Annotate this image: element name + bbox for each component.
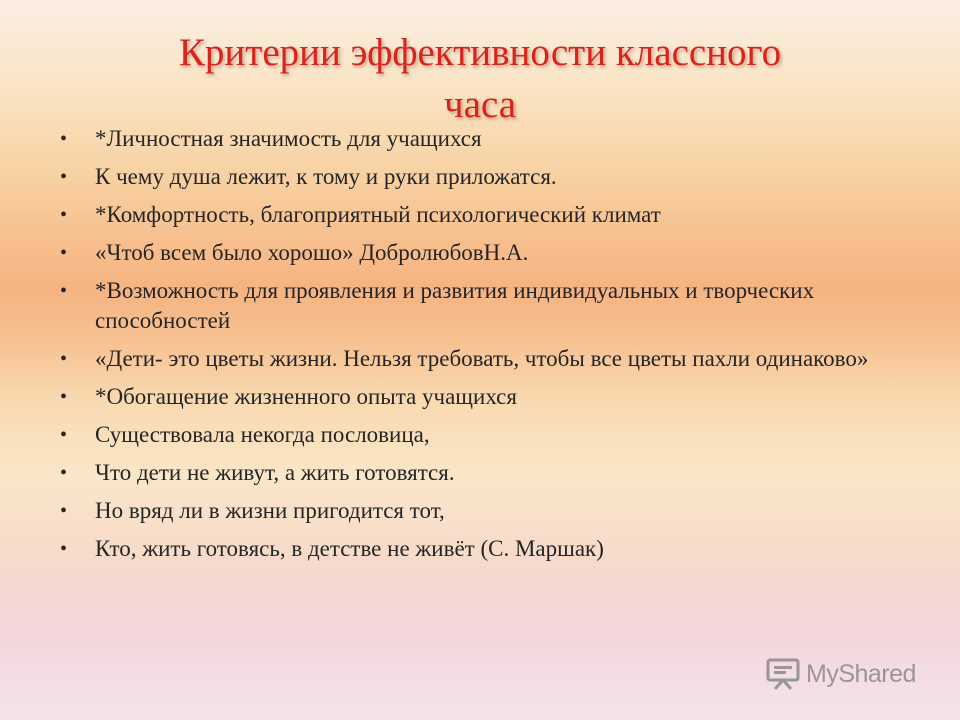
list-item bbox=[60, 458, 910, 488]
bullet-dot: • bbox=[60, 386, 68, 408]
list-item-text: К чему душа лежит, к тому и руки приложатся. bbox=[95, 164, 557, 189]
bullet-dot: • bbox=[60, 128, 68, 150]
slide-title-line-1: Критерии эффективности классного bbox=[178, 31, 782, 74]
myshared-watermark[interactable] bbox=[766, 656, 916, 692]
list-item-text: «Чтоб всем было хорошо» ДобролюбовН.А. bbox=[95, 240, 529, 265]
list-item bbox=[60, 162, 910, 192]
bullet-dot: • bbox=[60, 462, 68, 484]
bullet-list bbox=[60, 124, 910, 572]
list-item bbox=[60, 382, 910, 412]
list-item-text: *Возможность для проявления и развития индивидуальных и творческих способностей bbox=[95, 278, 815, 333]
slide-title-line-2: часа bbox=[443, 83, 517, 126]
bullet-dot: • bbox=[60, 242, 68, 264]
presentation-board-icon bbox=[766, 657, 800, 691]
list-item bbox=[60, 534, 910, 564]
list-item bbox=[60, 238, 910, 268]
list-item bbox=[60, 420, 910, 450]
bullet-dot: • bbox=[60, 538, 68, 560]
slide-title bbox=[60, 27, 900, 131]
bullet-dot: • bbox=[60, 348, 68, 370]
watermark-text: MyShared bbox=[806, 659, 916, 688]
list-item-text: Кто, жить готовясь, в детстве не живёт (С. Маршак) bbox=[95, 536, 604, 561]
bullet-dot: • bbox=[60, 424, 68, 446]
list-item-text: «Дети- это цветы жизни. Нельзя требовать, чтобы все цветы пахли одинаково» bbox=[95, 346, 869, 371]
list-item bbox=[60, 276, 910, 336]
bullet-dot: • bbox=[60, 500, 68, 522]
list-item-text: Что дети не живут, а жить готовятся. bbox=[95, 460, 455, 485]
list-item-text: *Комфортность, благоприятный психологический климат bbox=[95, 202, 661, 227]
list-item-text: Но вряд ли в жизни пригодится тот, bbox=[95, 498, 445, 523]
list-item bbox=[60, 344, 910, 374]
list-item-text: *Личностная значимость для учащихся bbox=[95, 126, 482, 151]
list-item bbox=[60, 496, 910, 526]
list-item-text: Существовала некогда пословица, bbox=[95, 422, 430, 447]
bullet-dot: • bbox=[60, 204, 68, 226]
list-item bbox=[60, 200, 910, 230]
list-item-text: *Обогащение жизненного опыта учащихся bbox=[95, 384, 517, 409]
bullet-dot: • bbox=[60, 166, 68, 188]
bullet-dot: • bbox=[60, 280, 68, 302]
list-item bbox=[60, 124, 910, 154]
